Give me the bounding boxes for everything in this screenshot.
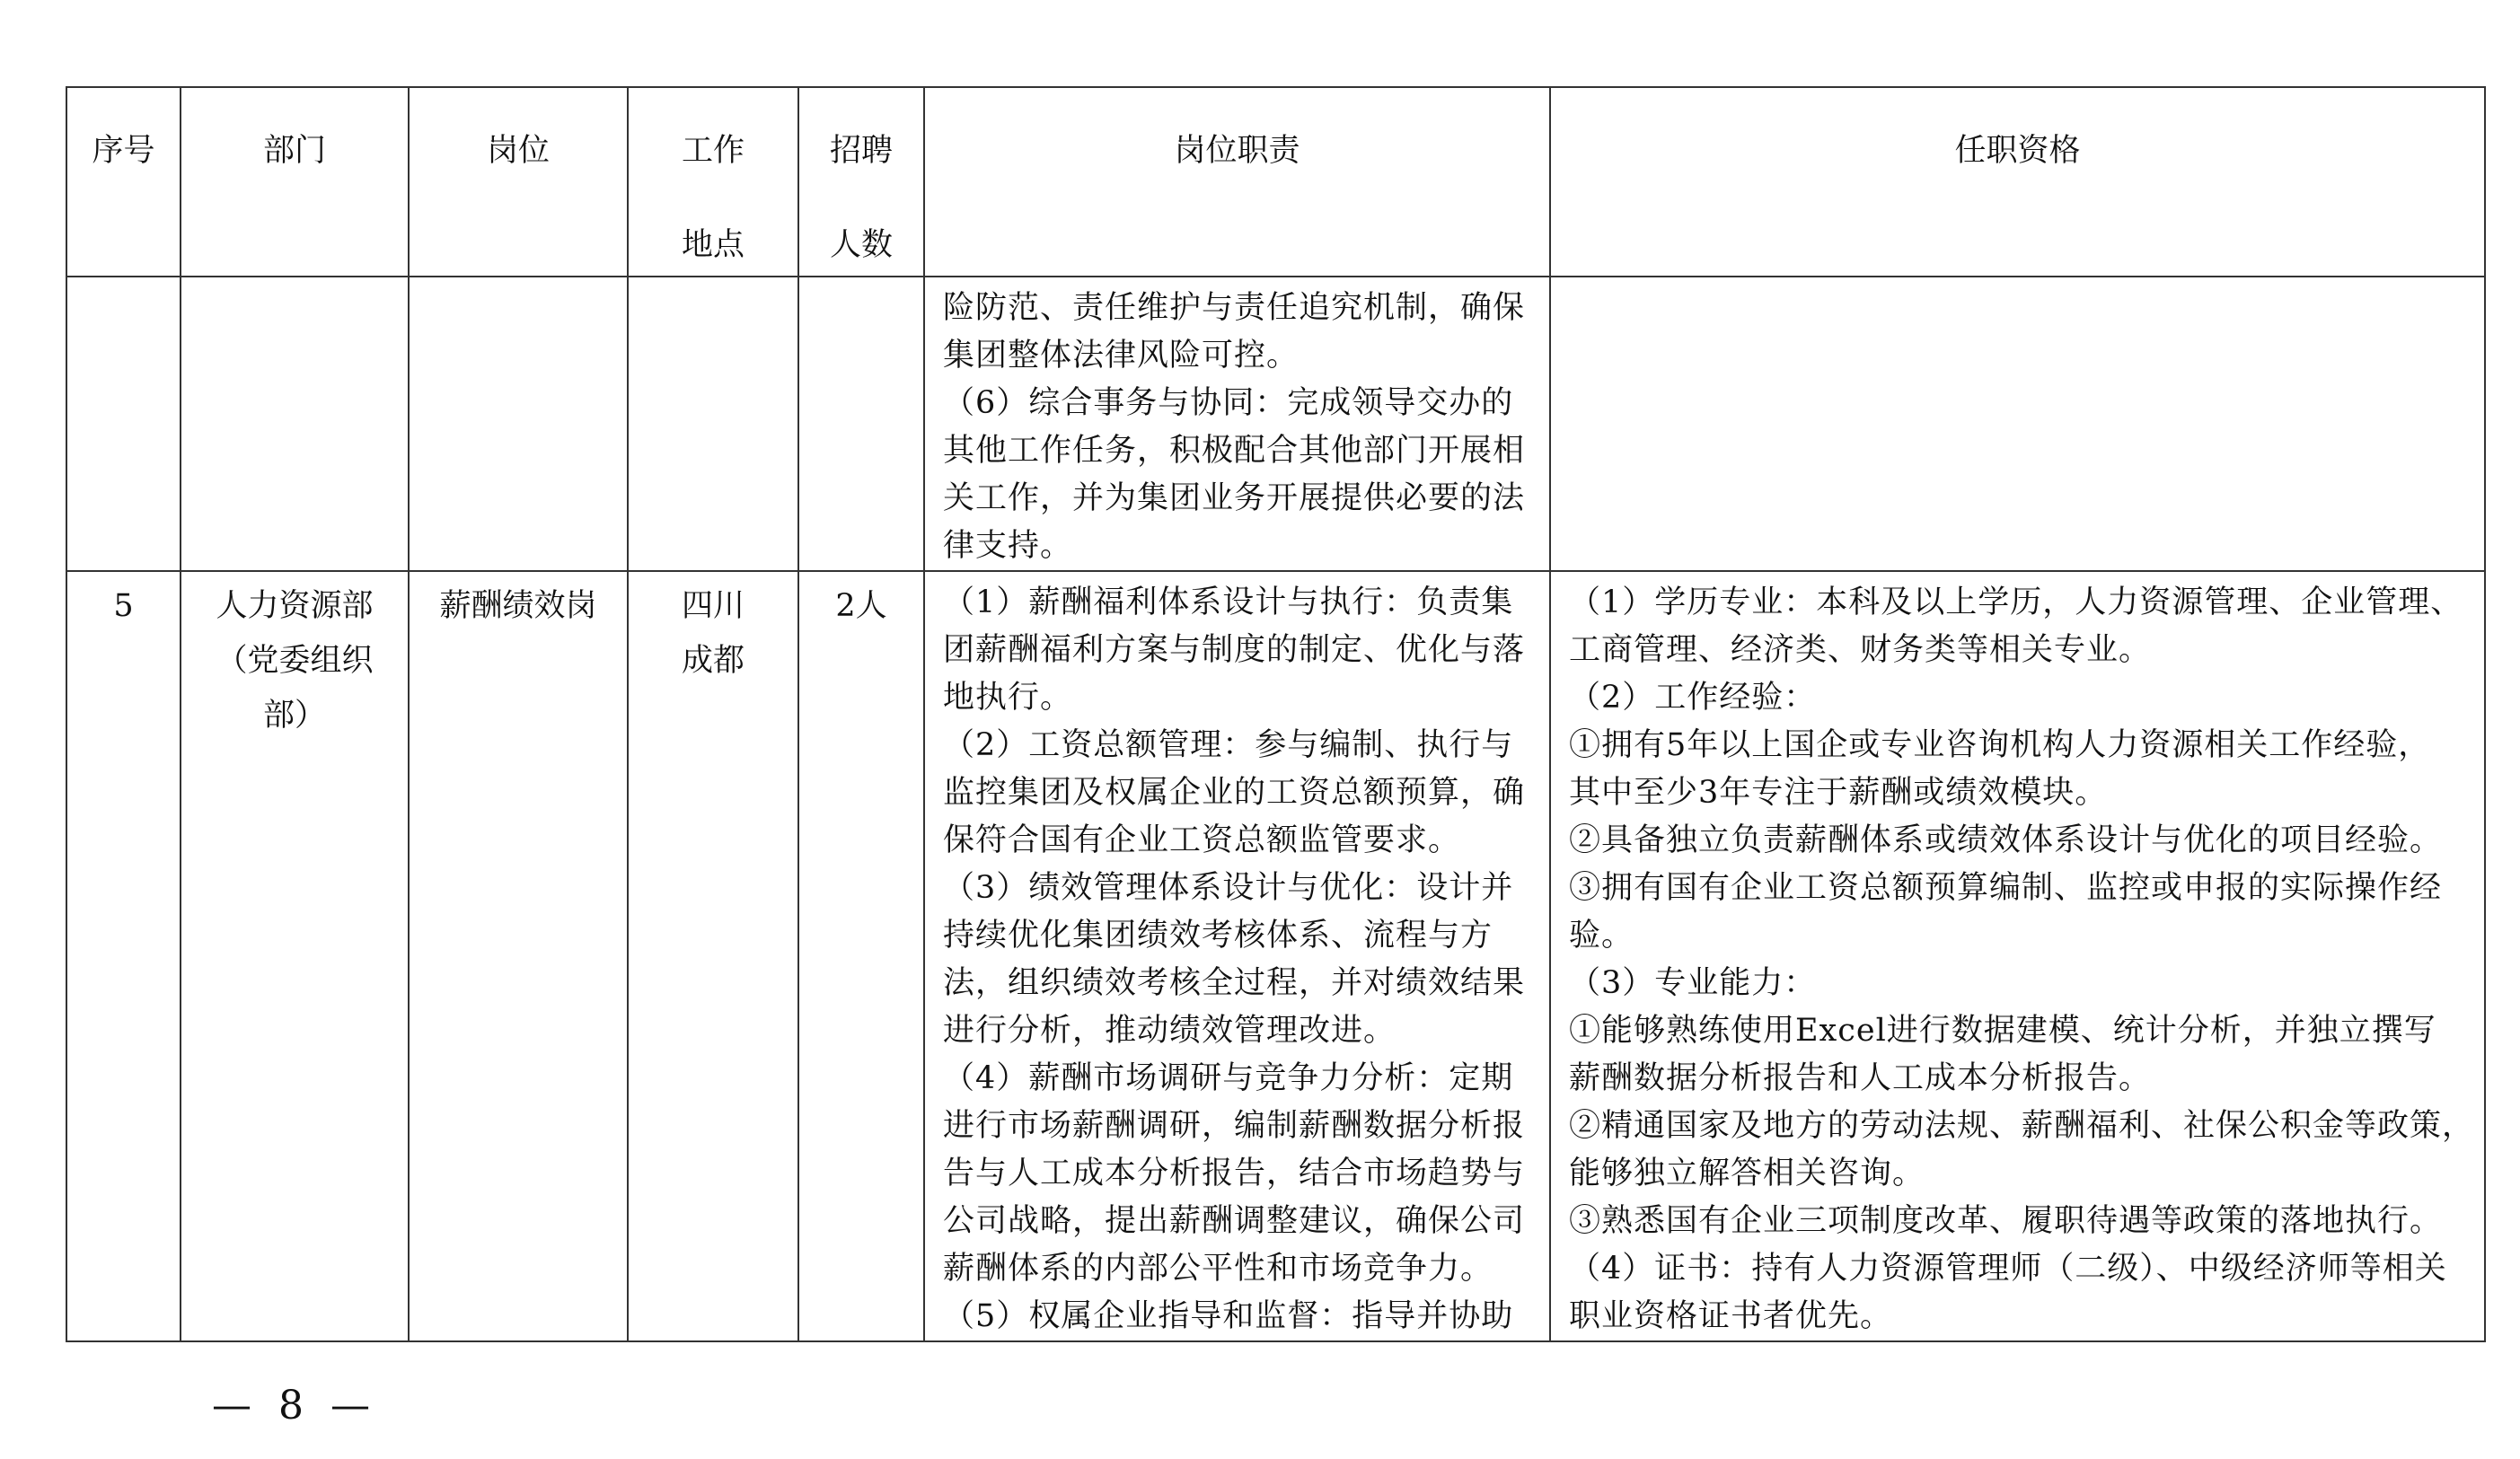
duty-line: 监控集团及权属企业的工资总额预算，确	[943, 775, 1526, 811]
cell-empty-seq	[66, 277, 181, 571]
duty-line: （1）薪酬福利体系设计与执行：负责集	[943, 584, 1514, 620]
location-line: 四川	[681, 588, 745, 624]
duty-line: 公司战略，提出薪酬调整建议，确保公司	[943, 1203, 1526, 1239]
header-qualifications: 任职资格	[1550, 87, 2485, 277]
duty-line: 其他工作任务，积极配合其他部门开展相	[943, 433, 1526, 469]
cell-dept	[181, 571, 409, 1341]
qual-line: （3）专业能力：	[1569, 965, 1817, 1001]
qual-line: ③拥有国有企业工资总额预算编制、监控或申报的实际操作经	[1569, 870, 2443, 906]
duty-line: 告与人工成本分析报告，结合市场趋势与	[943, 1156, 1526, 1191]
qual-line: 薪酬数据分析报告和人工成本分析报告。	[1569, 1060, 2152, 1096]
cell-empty-qualifications	[1550, 277, 2485, 571]
duty-line: 关工作，并为集团业务开展提供必要的法	[943, 480, 1526, 516]
duty-line: 集团整体法律风险可控。	[943, 338, 1300, 374]
duty-line: 进行分析，推动绩效管理改进。	[943, 1013, 1397, 1049]
duty-line: 团薪酬福利方案与制度的制定、优化与落	[943, 632, 1526, 668]
cell-post: 薪酬绩效岗	[409, 571, 628, 1341]
duty-line: （3）绩效管理体系设计与优化：设计并	[943, 870, 1514, 906]
duty-line: （2）工资总额管理：参与编制、执行与	[943, 727, 1514, 763]
qual-line: 能够独立解答相关咨询。	[1569, 1156, 1925, 1191]
duty-line: 地执行。	[943, 680, 1073, 716]
duty-line: （5）权属企业指导和监督：指导并协助	[943, 1298, 1514, 1334]
header-location	[628, 87, 798, 277]
header-dept: 部门	[181, 87, 409, 277]
cell-seq: 5	[66, 571, 181, 1341]
page-number: — 8 —	[212, 1383, 377, 1428]
header-count-line1: 招聘	[829, 133, 893, 169]
job-table	[66, 86, 2486, 1342]
duty-line: 持续优化集团绩效考核体系、流程与方	[943, 918, 1493, 954]
cell-empty-location	[628, 277, 798, 571]
header-location-line2: 地点	[681, 227, 745, 263]
duty-line: 险防范、责任维护与责任追究机制，确保	[943, 290, 1526, 326]
header-seq: 序号	[66, 87, 181, 277]
cell-duties-continued	[924, 277, 1550, 571]
qual-line: ②精通国家及地方的劳动法规、薪酬福利、社保公积金等政策，	[1569, 1108, 2475, 1144]
qual-line: ①拥有5年以上国企或专业咨询机构人力资源相关工作经验，	[1569, 727, 2431, 763]
qual-line: 其中至少3年专注于薪酬或绩效模块。	[1569, 775, 2108, 811]
duty-line: （4）薪酬市场调研与竞争力分析：定期	[943, 1060, 1514, 1096]
qual-line: （2）工作经验：	[1569, 680, 1817, 716]
qual-line: ①能够熟练使用Excel进行数据建模、统计分析，并独立撰写	[1569, 1013, 2436, 1049]
qual-line: ③熟悉国有企业三项制度改革、履职待遇等政策的落地执行。	[1569, 1203, 2443, 1239]
cell-empty-count	[798, 277, 924, 571]
dept-line: 人力资源部	[216, 588, 374, 624]
cell-qualifications	[1550, 571, 2485, 1341]
table-row-continuation	[66, 277, 2485, 571]
duty-line: 法，组织绩效考核全过程，并对绩效结果	[943, 965, 1526, 1001]
duty-line: 保符合国有企业工资总额监管要求。	[943, 822, 1461, 858]
cell-location	[628, 571, 798, 1341]
header-post: 岗位	[409, 87, 628, 277]
duty-line: 律支持。	[943, 528, 1073, 564]
cell-count: 2人	[798, 571, 924, 1341]
header-location-line1: 工作	[681, 133, 745, 169]
duty-line: 薪酬体系的内部公平性和市场竞争力。	[943, 1251, 1493, 1287]
qual-line: （1）学历专业：本科及以上学历，人力资源管理、企业管理、	[1569, 584, 2463, 620]
cell-duties	[924, 571, 1550, 1341]
qual-line: 验。	[1569, 918, 1634, 954]
dept-line: （党委组织	[216, 643, 374, 679]
duty-line: 进行市场薪酬调研，编制薪酬数据分析报	[943, 1108, 1526, 1144]
table-row	[66, 571, 2485, 1341]
cell-empty-post	[409, 277, 628, 571]
qual-line: （4）证书：持有人力资源管理师（二级）、中级经济师等相关	[1569, 1251, 2447, 1287]
qual-line: 工商管理、经济类、财务类等相关专业。	[1569, 632, 2152, 668]
dept-line: 部）	[262, 698, 326, 734]
location-line: 成都	[681, 643, 745, 679]
duty-line: （6）综合事务与协同：完成领导交办的	[943, 385, 1514, 421]
header-count-line2: 人数	[829, 227, 893, 263]
header-row	[66, 87, 2485, 277]
header-duties: 岗位职责	[924, 87, 1550, 277]
header-count	[798, 87, 924, 277]
qual-line: 职业资格证书者优先。	[1569, 1298, 1893, 1334]
qual-line: ②具备独立负责薪酬体系或绩效体系设计与优化的项目经验。	[1569, 822, 2443, 858]
cell-empty-dept	[181, 277, 409, 571]
